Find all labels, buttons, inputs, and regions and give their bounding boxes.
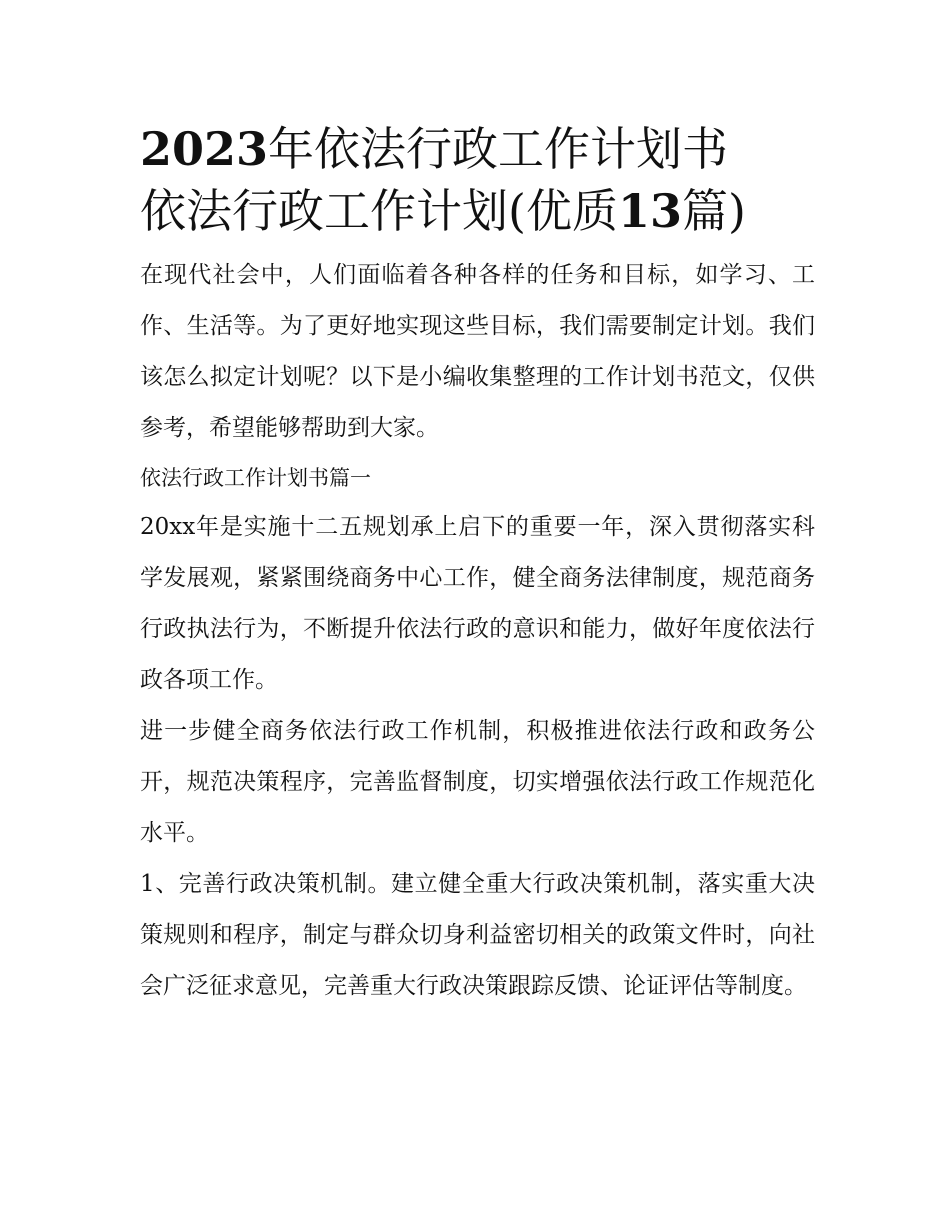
document-title [140, 118, 815, 242]
title-line-2-text: 依法行政工作计划(优质 [140, 184, 618, 238]
intro-paragraph: 在现代社会中，人们面临着各种各样的任务和目标，如学习、工作、生活等。为了更好地实现这些目标，我们需要制定计划。我们该怎么拟定计划呢？以下是小编收集整理的工作计划书范文，仅供参考，希望能够帮助到大家。 [140, 262, 815, 441]
title-line-1 [140, 118, 815, 180]
document-body [140, 250, 815, 1012]
title-line-2 [140, 180, 815, 242]
title-count: 13 [617, 184, 682, 238]
body-paragraph-2: 进一步健全商务依法行政工作机制，积极推进依法行政和政务公开，规范决策程序，完善监督制度，切实增强依法行政工作规范化水平。 [140, 718, 815, 846]
title-year: 2023 [140, 122, 269, 176]
document-content [140, 118, 815, 1012]
title-line-2-suffix: 篇) [681, 184, 746, 238]
title-line-1-text: 年依法行政工作计划书 [268, 122, 729, 176]
section-heading: 依法行政工作计划书篇一 [140, 466, 371, 490]
body-paragraph-3: 1、完善行政决策机制。建立健全重大行政决策机制，落实重大决策规则和程序，制定与群众切身利益密切相关的政策文件时，向社会广泛征求意见，完善重大行政决策跟踪反馈、论证评估等制度。 [140, 871, 815, 999]
body-paragraph-1: 20xx年是实施十二五规划承上启下的重要一年，深入贯彻落实科学发展观，紧紧围绕商务中心工作，健全商务法律制度，规范商务行政执法行为，不断提升依法行政的意识和能力，做好年度依法行政各项工作。 [140, 514, 815, 693]
